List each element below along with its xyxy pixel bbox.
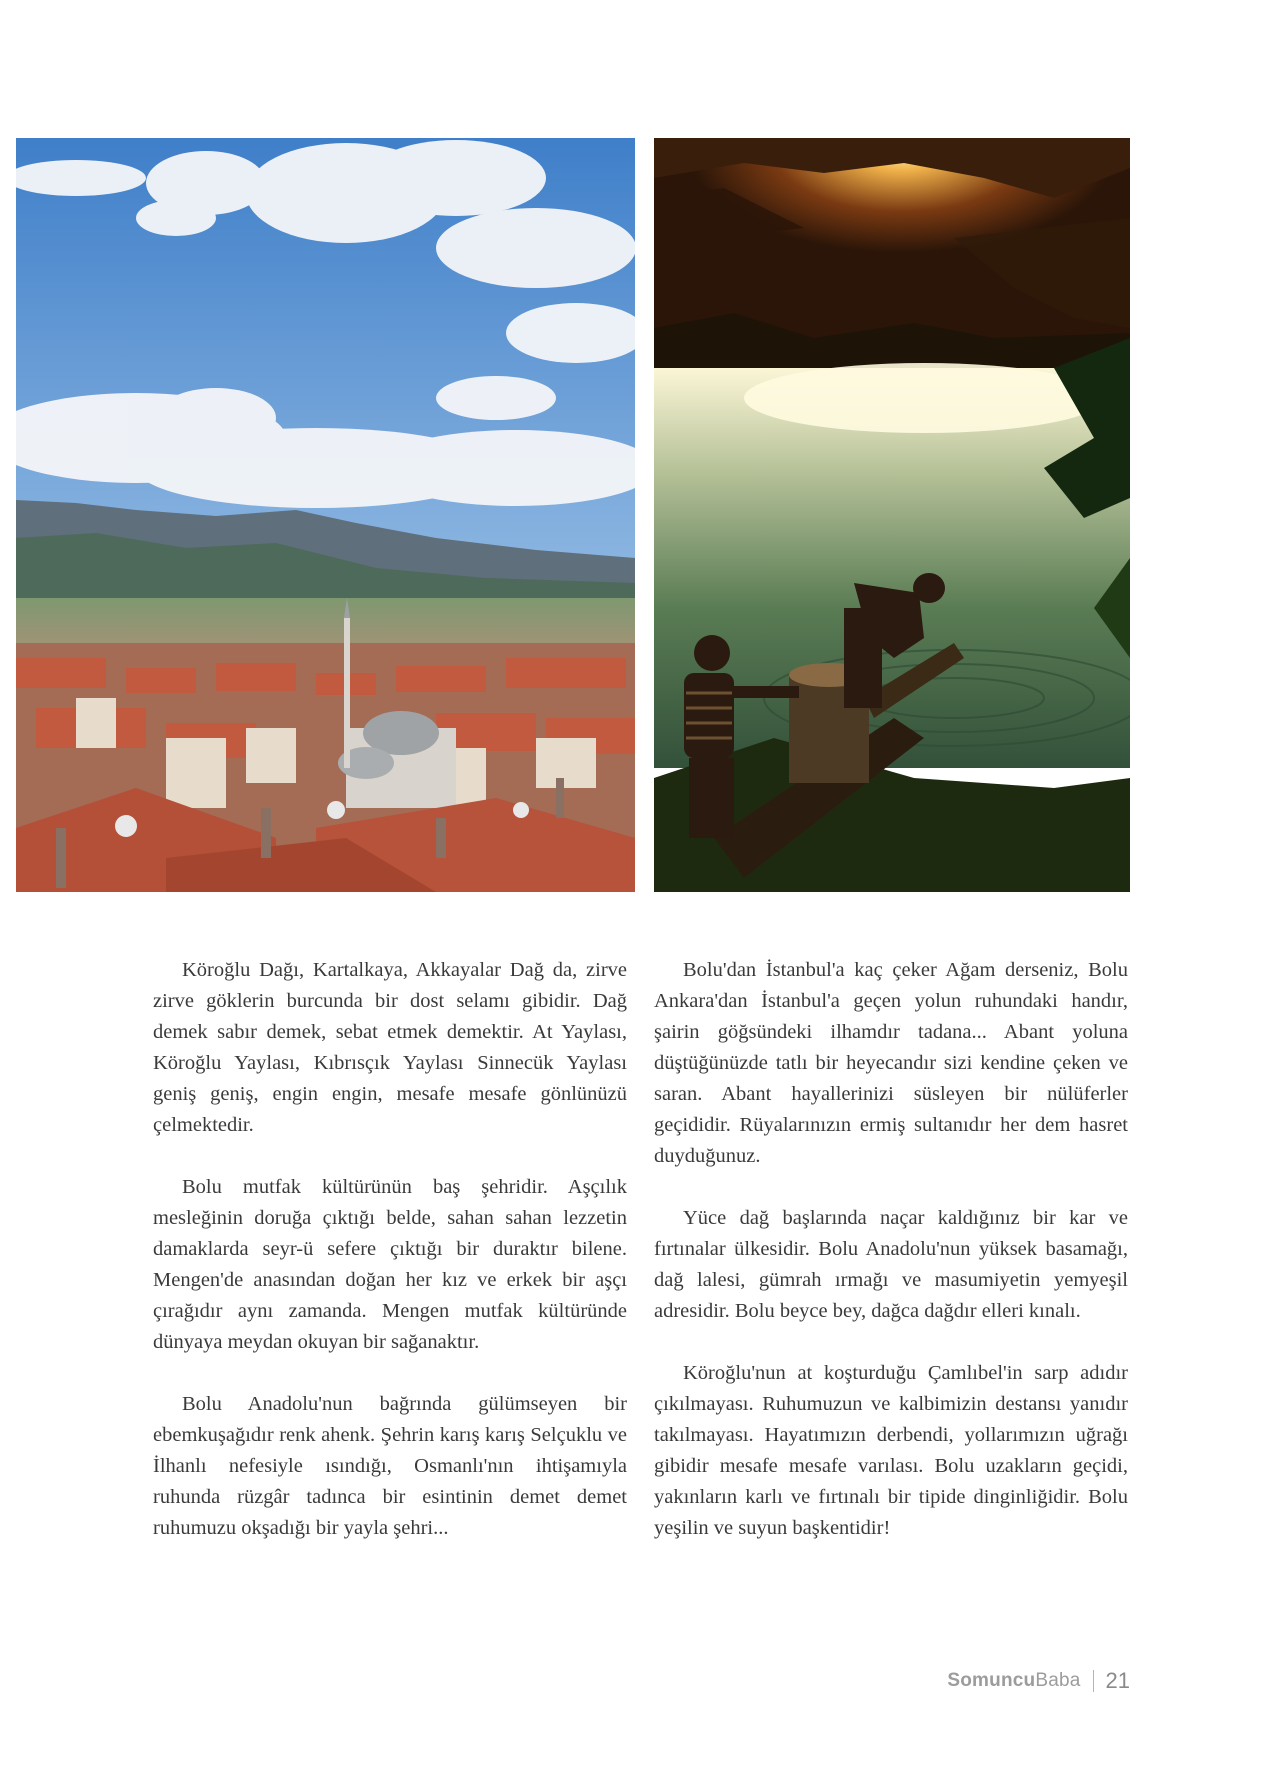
magazine-name	[947, 1670, 1080, 1692]
paragraph: Köroğlu'nun at koşturduğu Çamlıbel'in sarp adıdır çıkılmayası. Ruhumuzun ve kalbimizin destansı yanıdır takılmayası. Hayatımızın derbendi, yollarımızın uğrağı gibidir mesafe mesafe varılası. Bolu uzakların geçidi, yakınların karlı ve fırtınalı bir tipide dinginliğidir. Bolu yeşilin ve suyun başkentidir!	[654, 1362, 1128, 1539]
paragraph: Bolu Anadolu'nun bağrında gülümseyen bir ebemkuşağıdır renk ahenk. Şehrin karış karış Selçuklu ve İlhanlı nefesiyle ısındığı, Osmanlı'nın ihtişamıyla ruhunda rüzgâr tadınca bir esintinin demet demet ruhumuzu okşadığı bir yayla şehri...	[153, 1393, 627, 1539]
paragraph: Yüce dağ başlarında naçar kaldığınız bir kar ve fırtınalar ülkesidir. Bolu Anadolu'nun yüksek basamağı, dağ lalesi, gümrah ırmağı ve masumiyetin yemyeşil adresidir. Bolu beyce bey, dağca dağdır elleri kınalı.	[654, 1207, 1128, 1322]
paragraph: Bolu mutfak kültürünün baş şehridir. Aşçılık mesleğinin doruğa çıktığı belde, sahan sahan lezzetin damaklarda seyr-ü sefere çıktığı bir duraktır bilene. Mengen'de anasından doğan her kız ve erkek bir aşçı çırağıdır aynı zamanda. Mengen mutfak kültüründe dünyaya meydan okuyan bir sağanaktır.	[153, 1176, 627, 1353]
magazine-name-part2: Baba	[1035, 1670, 1081, 1691]
photo-bolu-city	[16, 138, 635, 892]
footer-divider	[1093, 1670, 1094, 1692]
page-number: 21	[1105, 1668, 1130, 1693]
page-footer	[947, 1668, 1130, 1694]
paragraph: Köroğlu Dağı, Kartalkaya, Akkayalar Dağ da, zirve zirve göklerin burcunda bir dost selamı gibidir. Dağ demek sabır demek, sebat etmek demektir. At Yaylası, Köroğlu Yaylası, Kıbrısçık Yaylası Sinnecük Yaylası geniş geniş, engin engin, mesafe mesafe gönlünüzü çelmektedir.	[153, 959, 627, 1136]
text-column-right	[654, 955, 1128, 1575]
paragraph: Bolu'dan İstanbul'a kaç çeker Ağam derseniz, Bolu Ankara'dan İstanbul'a geçen yolun ruhundaki handır, şairin göğsündeki ilhamdır tadana... Abant yoluna düştüğünüzde tatlı bir heyecandır sizi kendine çeken ve saran. Abant hayallerinizi süsleyen bir nülüferler geçididir. Rüyalarınızın ermiş sultanıdır her dem hasret duyduğunuz.	[654, 959, 1128, 1167]
photo-abant-lake	[654, 138, 1130, 892]
text-column-left	[153, 955, 627, 1575]
magazine-name-part1: Somuncu	[947, 1670, 1036, 1691]
